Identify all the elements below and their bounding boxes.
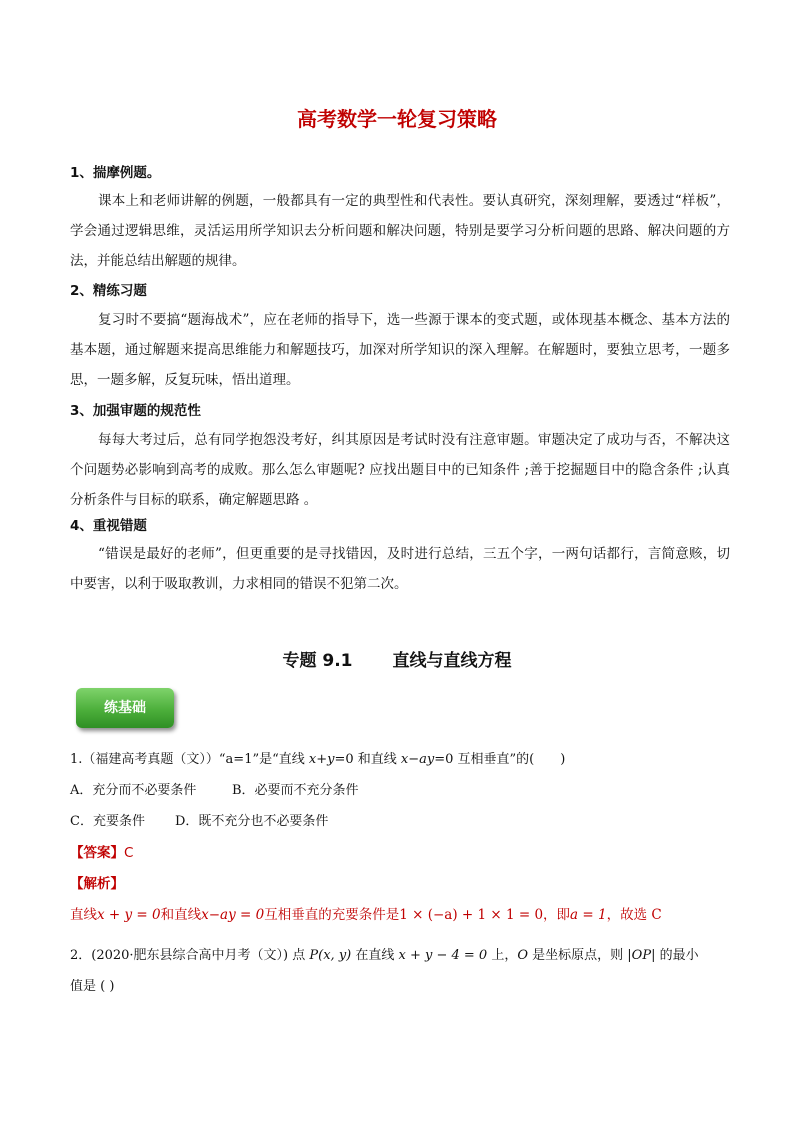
option-a: A．充分而不必要条件 [70,783,197,798]
section-body-4: “错误是最好的老师”，但更重要的是寻找错因，及时进行总结，三五个字，一两句话都行，言简意赅，切中要害，以利于吸取教训，力求相同的错误不犯第二次。 [70,546,730,592]
topic-number: 专题 9.1 [282,651,353,671]
answer-line [70,841,133,861]
topic-name: 直线与直线方程 [392,651,512,671]
section-heading-2: 2、精练习题 [70,283,147,299]
line-equation-2: x−ay [400,752,435,767]
topic-title [0,646,794,671]
section-heading-1: 1、揣摩例题。 [70,165,161,181]
answer-label: 【答案】 [70,845,124,861]
question-1-options-row-2 [70,810,328,829]
question-1-options-row-1 [70,779,359,798]
question-1-stem: 1.（福建高考真题（文））“a=1”是“直线 x+y=0 和直线 x−ay=0 互相垂直”的( ) [70,752,566,767]
section-heading-4: 4、重视错题 [70,518,147,534]
origin-o: O [517,948,529,963]
line-equation: x + y − 4 = 0 [398,948,488,963]
op-magnitude: |OP| [627,948,656,963]
option-d: D．既不充分也不必要条件 [175,814,329,829]
page-title: 高考数学一轮复习策略 [297,107,497,131]
option-b: B．必要而不充分条件 [232,783,359,798]
answer-value: C [124,845,134,861]
line-equation-1: x+y [308,752,335,767]
solution-line: 直线x + y = 0和直线x−ay = 0互相垂直的充要条件是1 × (−a) + 1 × 1 = 0，即a = 1，故选 C [70,907,662,923]
section-body-3: 每每大考过后，总有同学抱怨没考好，纠其原因是考试时没有注意审题。审题决定了成功与否，不解决这个问题势必影响到高考的成败。那么怎么审题呢? 应找出题目中的已知条件 ;善于挖掘题目中的隐含条件 ;认真分析条件与目标的联系，确定解题思路 。 [70,432,730,508]
point-p: P(x, y) [309,948,352,963]
option-c: C．充要条件 [70,814,145,829]
section-heading-3: 3、加强审题的规范性 [70,403,201,419]
question-2-stem: 2．(2020·肥东县综合高中月考（文）) 点 P(x, y) 在直线 x + y − 4 = 0 上，O 是坐标原点，则 |OP| 的最小 [70,948,699,963]
question-2-stem-continued: 值是 ( ) [70,979,115,994]
section-body-2: 复习时不要搞“题海战术”，应在老师的指导下，选一些源于课本的变式题，或体现基本概念、基本方法的基本题，通过解题来提高思维能力和解题技巧，加深对所学知识的深入理解。在解题时，要独立思考，一题多思，一题多解，反复玩味，悟出道理。 [70,312,730,388]
practice-badge: 练基础 [76,688,174,728]
section-body-1: 课本上和老师讲解的例题，一般都具有一定的典型性和代表性。要认真研究，深刻理解，要透过“样板”，学会通过逻辑思维，灵活运用所学知识去分析问题和解决问题，特别是要学习分析问题的思路、解决问题的方法，并能总结出解题的规律。 [70,193,730,269]
analysis-label: 【解析】 [70,876,124,892]
